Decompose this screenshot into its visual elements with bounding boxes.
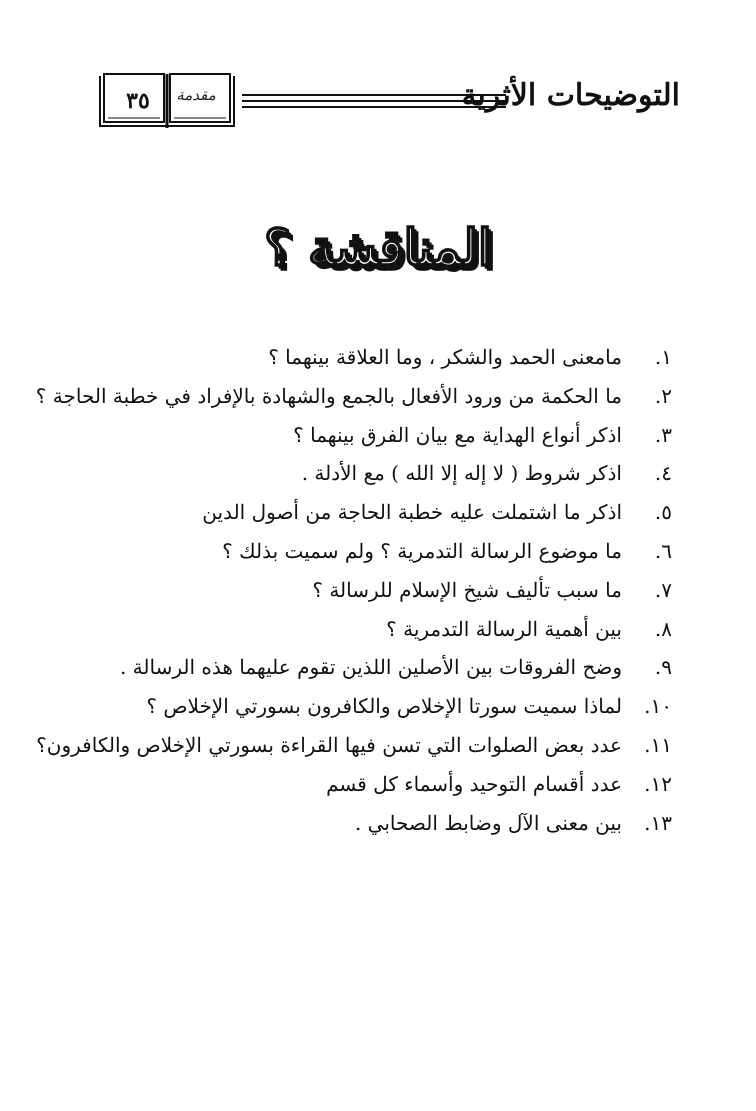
list-item (72, 687, 672, 726)
list-item (72, 338, 672, 377)
section-label: مقدمة (176, 86, 216, 104)
questions-list (35, 338, 672, 842)
question-text: وضح الفروقات بين الأصلين اللذين تقوم عليهما هذه الرسالة . (119, 655, 622, 680)
question-text: اذكر ما اشتملت عليه خطبة الحاجة من أصول الدين (202, 500, 622, 525)
question-number: ١٣. (644, 810, 672, 835)
question-number: ١١. (644, 732, 672, 757)
open-book-frame (96, 72, 238, 130)
list-item (72, 416, 672, 455)
question-number: ٩. (654, 655, 672, 680)
list-item (72, 648, 672, 687)
question-text: لماذا سميت سورتا الإخلاص والكافرون بسورتي الإخلاص ؟ (146, 694, 622, 719)
list-item (72, 765, 672, 804)
list-item (72, 454, 672, 493)
question-number: ١٠. (644, 694, 672, 719)
book-title: التوضيحات الأثرية (461, 78, 680, 113)
question-number: ٥. (654, 500, 672, 525)
question-number: ١٢. (644, 771, 672, 796)
question-text: ما سبب تأليف شيخ الإسلام للرسالة ؟ (312, 577, 622, 602)
question-text: عدد أقسام التوحيد وأسماء كل قسم (326, 771, 622, 796)
list-item (72, 532, 672, 571)
question-text: مامعنى الحمد والشكر ، وما العلاقة بينهما ؟ (268, 345, 622, 369)
list-item (72, 493, 672, 532)
question-text: اذكر أنواع الهداية مع بيان الفرق بينهما ؟ (293, 422, 622, 447)
question-text: ما الحكمة من ورود الأفعال بالجمع والشهادة بالإفراد في خطبة الحاجة ؟ (35, 383, 622, 408)
list-item (35, 377, 672, 416)
list-item (72, 571, 672, 610)
question-number: ٨. (654, 616, 672, 641)
question-number: ٤. (654, 461, 672, 486)
question-number: ١. (654, 345, 672, 369)
list-item (72, 804, 672, 843)
question-number: ٣. (654, 422, 672, 447)
question-text: بين أهمية الرسالة التدمرية ؟ (386, 616, 622, 641)
page-header (96, 72, 680, 132)
question-number: ٧. (654, 577, 672, 602)
question-number: ٢. (654, 383, 672, 408)
question-text: ما موضوع الرسالة التدمرية ؟ ولم سميت بذلك ؟ (222, 538, 622, 563)
question-text: بين معنى الآل وضابط الصحابي . (354, 810, 622, 835)
section-heading: المناقشة ؟ (264, 218, 492, 277)
list-item (36, 726, 672, 765)
question-text: اذكر شروط ( لا إله إلا الله ) مع الأدلة . (301, 461, 622, 486)
question-text: عدد بعض الصلوات التي تسن فيها القراءة بسورتي الإخلاص والكافرون؟ (36, 732, 622, 757)
list-item (72, 610, 672, 649)
question-number: ٦. (654, 538, 672, 563)
page-number: ٣٥ (126, 88, 150, 114)
